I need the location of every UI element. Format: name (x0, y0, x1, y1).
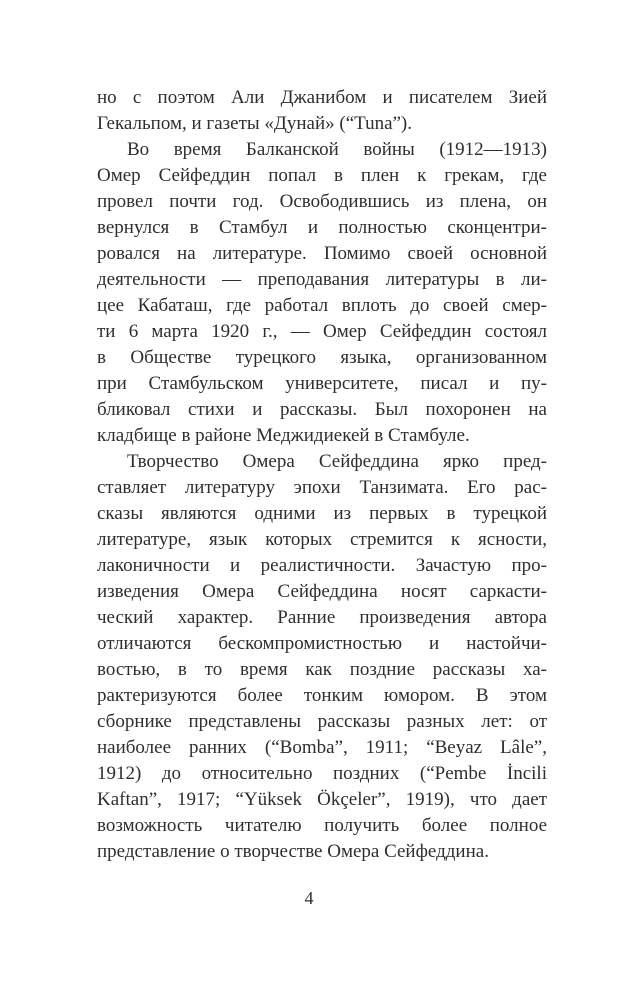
text-line: сборнике представлены рассказы разных лет: от (97, 711, 547, 732)
text-line: Творчество Омера Сейфеддина ярко пред- (127, 451, 547, 472)
text-line: возможность читателю получить более полное (97, 815, 547, 836)
text-line: ровался на литературе. Помимо своей основной (97, 243, 547, 264)
text-line: лаконичности и реалистичности. Зачастую про- (97, 555, 547, 576)
text-line: ставляет литературу эпохи Танзимата. Его рас- (97, 477, 547, 498)
text-line: отличаются бескомпромистностью и настойчи- (97, 633, 547, 654)
text-line: но с поэтом Али Джанибом и писателем Зией (97, 87, 547, 108)
page-text (97, 85, 547, 865)
paragraph (97, 85, 547, 137)
text-line: литературе, язык которых стремится к ясности, (97, 529, 547, 550)
text-line: ти 6 марта 1920 г., — Омер Сейфеддин состоял (97, 321, 547, 342)
text-line: наиболее ранних (“Bomba”, 1911; “Beyaz Lâle”, (97, 737, 547, 758)
text-line: деятельности — преподавания литературы в ли- (97, 269, 547, 290)
text-line: Kaftan”, 1917; “Yüksek Ökçeler”, 1919), что дает (97, 789, 547, 810)
paragraph (97, 449, 547, 865)
text-line: изведения Омера Сейфеддина носят саркасти- (97, 581, 547, 602)
text-line: Омер Сейфеддин попал в плен к грекам, где (97, 165, 547, 186)
text-line: Во время Балканской войны (1912—1913) (127, 139, 547, 160)
page-number: 4 (304, 888, 314, 908)
text-line: бликовал стихи и рассказы. Был похоронен на (97, 399, 547, 420)
text-line: цее Кабаташ, где работал вплоть до своей смер- (97, 295, 547, 316)
text-line: ческий характер. Ранние произведения автора (97, 607, 547, 628)
text-line: вернулся в Стамбул и полностью сконцентри- (97, 217, 547, 238)
text-line: в Обществе турецкого языка, организованном (97, 347, 547, 368)
text-line: востью, в то время как поздние рассказы ха- (97, 659, 547, 680)
text-line: сказы являются одними из первых в турецкой (97, 503, 547, 524)
text-line: 1912) до относительно поздних (“Pembe İncili (97, 763, 547, 784)
text-line: рактеризуются более тонким юмором. В этом (97, 685, 547, 706)
paragraph (97, 137, 547, 449)
text-line: представление о творчестве Омера Сейфеддина. (97, 841, 489, 862)
text-line: кладбище в районе Меджидиекей в Стамбуле. (97, 425, 470, 446)
text-line: при Стамбульском университете, писал и пу- (97, 373, 547, 394)
text-line: Гекальпом, и газеты «Дунай» (“Tuna”). (97, 113, 413, 134)
text-line: провел почти год. Освободившись из плена, он (97, 191, 547, 212)
